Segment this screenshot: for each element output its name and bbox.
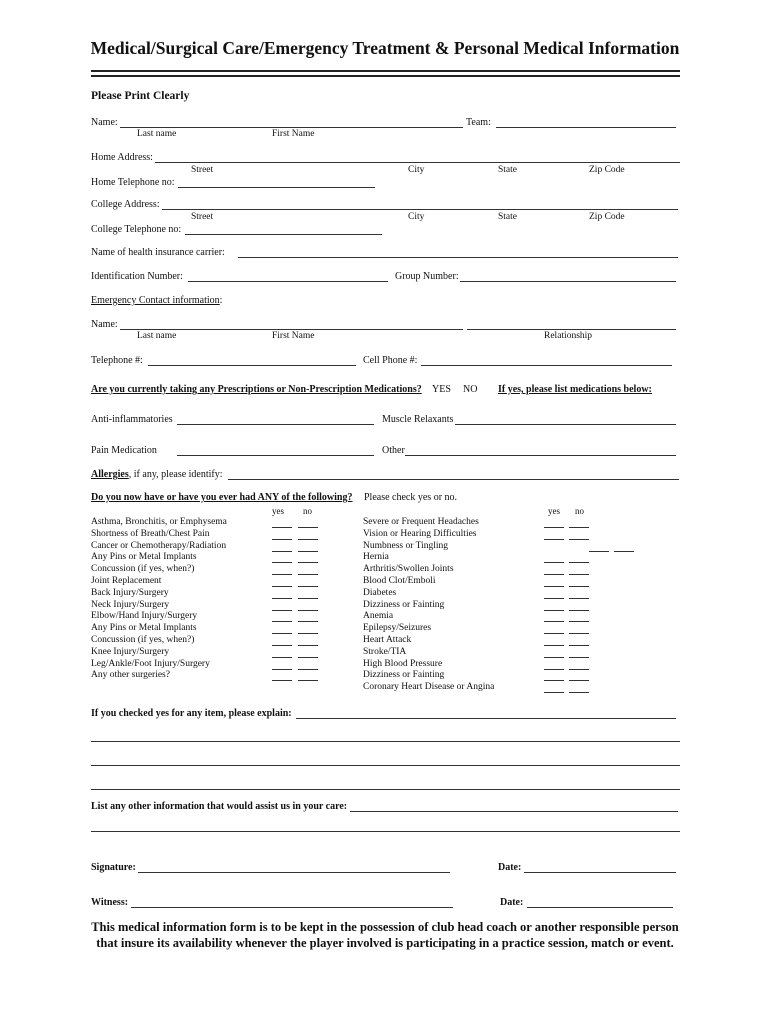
- title-rule-bottom: [91, 75, 680, 77]
- right-condition-no-blank[interactable]: [569, 692, 589, 693]
- left-condition-label: Elbow/Hand Injury/Surgery: [91, 611, 198, 622]
- left-condition-no-blank[interactable]: [298, 574, 318, 575]
- right-condition-no-blank[interactable]: [569, 586, 589, 587]
- left-condition-no-blank[interactable]: [298, 586, 318, 587]
- left-condition-no-blank[interactable]: [298, 645, 318, 646]
- right-condition-label: Numbness or Tingling: [363, 540, 448, 551]
- home-zip-caption: Zip Code: [589, 165, 625, 175]
- group-number-label: Group Number:: [395, 271, 459, 282]
- insurance-carrier-field[interactable]: [238, 257, 678, 258]
- witness-label: Witness:: [91, 897, 129, 908]
- home-address-field[interactable]: [155, 162, 680, 163]
- right-condition-yes-blank[interactable]: [544, 562, 564, 563]
- id-number-field[interactable]: [188, 281, 388, 282]
- right-condition-label: Coronary Heart Disease or Angina: [363, 682, 495, 693]
- college-zip-caption: Zip Code: [589, 212, 625, 222]
- explain-line-2[interactable]: [91, 741, 680, 742]
- other-info-line-2[interactable]: [91, 831, 680, 832]
- left-condition-label: Cancer or Chemotherapy/Radiation: [91, 540, 227, 551]
- right-condition-no-blank[interactable]: [569, 574, 589, 575]
- allergies-word: Allergies: [91, 469, 129, 480]
- right-condition-yes-blank[interactable]: [544, 610, 564, 611]
- explain-label: If you checked yes for any item, please explain:: [91, 708, 292, 719]
- left-yes-header: yes: [272, 506, 284, 516]
- medications-list-prompt-text: If yes, please list medications below:: [498, 384, 652, 395]
- signature-label: Signature:: [91, 862, 136, 873]
- left-condition-no-blank[interactable]: [298, 527, 318, 528]
- right-condition-yes-blank[interactable]: [589, 551, 609, 552]
- left-condition-yes-blank[interactable]: [272, 551, 292, 552]
- page-title: Medical/Surgical Care/Emergency Treatment & Personal Medical Information: [90, 38, 680, 58]
- right-condition-label: Severe or Frequent Headaches: [363, 517, 479, 527]
- left-condition-label: Concussion (if yes, when?): [91, 635, 195, 645]
- right-condition-no-blank[interactable]: [569, 680, 589, 681]
- history-instruction: Please check yes or no.: [364, 492, 458, 503]
- left-condition-label: Any other surgeries?: [91, 670, 170, 681]
- anti-inflammatories-field[interactable]: [177, 424, 374, 425]
- right-condition-no-blank[interactable]: [614, 551, 634, 552]
- right-condition-label: High Blood Pressure: [363, 658, 443, 669]
- witness-field[interactable]: [131, 907, 453, 908]
- right-condition-label: Arthritis/Swollen Joints: [363, 564, 454, 575]
- right-condition-label: Stroke/TIA: [363, 646, 407, 657]
- signature-date-field[interactable]: [524, 872, 676, 873]
- signature-field[interactable]: [138, 872, 450, 873]
- left-condition-label: Shortness of Breath/Chest Pain: [91, 528, 210, 539]
- medications-no-option[interactable]: NO: [463, 384, 478, 395]
- anti-inflammatories-label: Anti-inflammatories: [91, 414, 173, 425]
- explain-line-4[interactable]: [91, 789, 680, 790]
- left-condition-yes-blank[interactable]: [272, 610, 292, 611]
- left-condition-no-blank[interactable]: [298, 633, 318, 634]
- right-condition-yes-blank[interactable]: [544, 598, 564, 599]
- cell-phone-field[interactable]: [421, 365, 672, 366]
- left-condition-yes-blank[interactable]: [272, 539, 292, 540]
- witness-date-label: Date:: [500, 897, 524, 908]
- college-address-field[interactable]: [162, 209, 678, 210]
- left-condition-label: Knee Injury/Surgery: [91, 646, 170, 657]
- college-phone-label: College Telephone no:: [91, 224, 182, 235]
- right-condition-yes-blank[interactable]: [544, 680, 564, 681]
- other-info-field[interactable]: [350, 811, 678, 812]
- emergency-heading: [91, 295, 222, 306]
- left-condition-no-blank[interactable]: [298, 657, 318, 658]
- history-question: [91, 492, 353, 503]
- left-condition-yes-blank[interactable]: [272, 562, 292, 563]
- muscle-relaxants-field[interactable]: [455, 424, 676, 425]
- emergency-heading-text: Emergency Contact information: [91, 295, 220, 306]
- left-condition-yes-blank[interactable]: [272, 680, 292, 681]
- emergency-relationship-field[interactable]: [467, 329, 676, 330]
- last-name-caption: Last name: [137, 129, 177, 139]
- id-number-label: Identification Number:: [91, 271, 183, 282]
- left-condition-no-blank[interactable]: [298, 598, 318, 599]
- left-condition-no-blank[interactable]: [298, 680, 318, 681]
- left-condition-yes-blank[interactable]: [272, 633, 292, 634]
- right-condition-yes-blank[interactable]: [544, 633, 564, 634]
- allergies-label: [91, 469, 223, 480]
- right-condition-label: Epilepsy/Seizures: [363, 623, 432, 634]
- left-condition-yes-blank[interactable]: [272, 598, 292, 599]
- college-city-caption: City: [408, 212, 425, 222]
- left-condition-yes-blank[interactable]: [272, 527, 292, 528]
- right-condition-yes-blank[interactable]: [544, 586, 564, 587]
- left-condition-no-blank[interactable]: [298, 562, 318, 563]
- left-condition-label: Any Pins or Metal Implants: [91, 623, 197, 634]
- explain-field[interactable]: [296, 718, 676, 719]
- right-condition-label: Blood Clot/Emboli: [363, 576, 436, 586]
- right-condition-no-blank[interactable]: [569, 669, 589, 670]
- footer-line-1: This medical information form is to be kept in the possession of club head coach or another responsible person: [91, 920, 679, 934]
- left-condition-no-blank[interactable]: [298, 610, 318, 611]
- explain-line-3[interactable]: [91, 765, 680, 766]
- other-info-label: List any other information that would assist us in your care:: [91, 801, 348, 812]
- history-question-text: Do you now have or have you ever had ANY of the following?: [91, 492, 353, 503]
- right-condition-yes-blank[interactable]: [544, 669, 564, 670]
- left-condition-no-blank[interactable]: [298, 539, 318, 540]
- other-medication-field[interactable]: [405, 455, 676, 456]
- print-clearly-heading: Please Print Clearly: [91, 90, 190, 102]
- footer-line-2: that insure its availability whenever the player involved is participating in a practice session, match or event.: [96, 936, 674, 950]
- left-condition-label: Neck Injury/Surgery: [91, 599, 170, 610]
- title-rule-top: [91, 70, 680, 72]
- muscle-relaxants-label: Muscle Relaxants: [382, 414, 454, 425]
- right-condition-no-blank[interactable]: [569, 527, 589, 528]
- left-condition-label: Concussion (if yes, when?): [91, 564, 195, 575]
- pain-medication-field[interactable]: [177, 455, 374, 456]
- right-condition-no-blank[interactable]: [569, 562, 589, 563]
- right-condition-label: Vision or Hearing Difficulties: [363, 528, 477, 539]
- left-condition-yes-blank[interactable]: [272, 586, 292, 587]
- pain-medication-label: Pain Medication: [91, 445, 157, 456]
- home-address-label: Home Address:: [91, 152, 153, 163]
- right-condition-no-blank[interactable]: [569, 539, 589, 540]
- team-field[interactable]: [496, 127, 676, 128]
- emergency-heading-colon: :: [219, 295, 223, 306]
- allergies-field[interactable]: [228, 479, 679, 480]
- right-condition-yes-blank[interactable]: [544, 657, 564, 658]
- right-condition-yes-blank[interactable]: [544, 574, 564, 575]
- emergency-last-name-caption: Last name: [137, 331, 177, 341]
- home-street-caption: Street: [191, 165, 214, 175]
- left-no-header: no: [303, 506, 312, 516]
- right-no-header: no: [575, 506, 584, 516]
- group-number-field[interactable]: [460, 281, 676, 282]
- right-condition-yes-blank[interactable]: [544, 621, 564, 622]
- medications-yes-option[interactable]: YES: [432, 384, 451, 395]
- team-label: Team:: [466, 117, 491, 128]
- right-condition-label: Anemia: [363, 611, 394, 622]
- cell-phone-label: Cell Phone #:: [363, 355, 418, 366]
- name-label: Name:: [91, 117, 118, 128]
- right-condition-no-blank[interactable]: [569, 610, 589, 611]
- college-phone-field[interactable]: [185, 234, 382, 235]
- left-condition-yes-blank[interactable]: [272, 645, 292, 646]
- medications-question: [91, 384, 422, 395]
- left-condition-no-blank[interactable]: [298, 551, 318, 552]
- emergency-name-field[interactable]: [120, 329, 463, 330]
- left-condition-yes-blank[interactable]: [272, 621, 292, 622]
- first-name-caption: First Name: [272, 129, 315, 139]
- home-phone-label: Home Telephone no:: [91, 177, 175, 188]
- right-condition-yes-blank[interactable]: [544, 527, 564, 528]
- right-condition-label: Diabetes: [363, 587, 397, 598]
- left-condition-no-blank[interactable]: [298, 621, 318, 622]
- college-state-caption: State: [498, 212, 517, 222]
- telephone-field[interactable]: [148, 365, 356, 366]
- left-condition-label: Leg/Ankle/Foot Injury/Surgery: [91, 658, 210, 669]
- medications-question-text: Are you currently taking any Prescriptions or Non-Prescription Medications?: [91, 384, 422, 395]
- emergency-name-label: Name:: [91, 319, 118, 330]
- allergies-prompt: , if any, please identify:: [128, 469, 223, 480]
- home-phone-field[interactable]: [178, 187, 375, 188]
- right-condition-label: Hernia: [363, 552, 389, 563]
- college-street-caption: Street: [191, 212, 214, 222]
- left-condition-no-blank[interactable]: [298, 669, 318, 670]
- left-condition-label: Asthma, Bronchitis, or Emphysema: [91, 517, 227, 527]
- left-condition-label: Any Pins or Metal Implants: [91, 552, 197, 563]
- left-condition-label: Back Injury/Surgery: [91, 587, 169, 598]
- insurance-carrier-label: Name of health insurance carrier:: [91, 247, 225, 258]
- medications-list-prompt: [498, 384, 652, 395]
- left-condition-yes-blank[interactable]: [272, 669, 292, 670]
- relationship-caption: Relationship: [544, 331, 593, 341]
- college-address-label: College Address:: [91, 199, 160, 210]
- right-yes-header: yes: [548, 506, 560, 516]
- other-medication-label: Other: [382, 445, 405, 456]
- right-condition-no-blank[interactable]: [569, 657, 589, 658]
- right-condition-no-blank[interactable]: [569, 645, 589, 646]
- right-condition-no-blank[interactable]: [569, 598, 589, 599]
- left-condition-label: Joint Replacement: [91, 576, 162, 586]
- left-condition-yes-blank[interactable]: [272, 574, 292, 575]
- right-condition-no-blank[interactable]: [569, 633, 589, 634]
- home-state-caption: State: [498, 165, 517, 175]
- right-condition-no-blank[interactable]: [569, 621, 589, 622]
- right-condition-yes-blank[interactable]: [544, 539, 564, 540]
- telephone-label: Telephone #:: [91, 355, 143, 366]
- emergency-first-name-caption: First Name: [272, 331, 315, 341]
- signature-date-label: Date:: [498, 862, 522, 873]
- left-condition-yes-blank[interactable]: [272, 657, 292, 658]
- right-condition-label: Heart Attack: [363, 635, 412, 645]
- right-condition-yes-blank[interactable]: [544, 645, 564, 646]
- name-field[interactable]: [120, 127, 463, 128]
- witness-date-field[interactable]: [527, 907, 673, 908]
- right-condition-label: Dizziness or Fainting: [363, 599, 445, 610]
- home-city-caption: City: [408, 165, 425, 175]
- right-condition-label: Dizziness or Fainting: [363, 670, 445, 681]
- right-condition-yes-blank[interactable]: [544, 692, 564, 693]
